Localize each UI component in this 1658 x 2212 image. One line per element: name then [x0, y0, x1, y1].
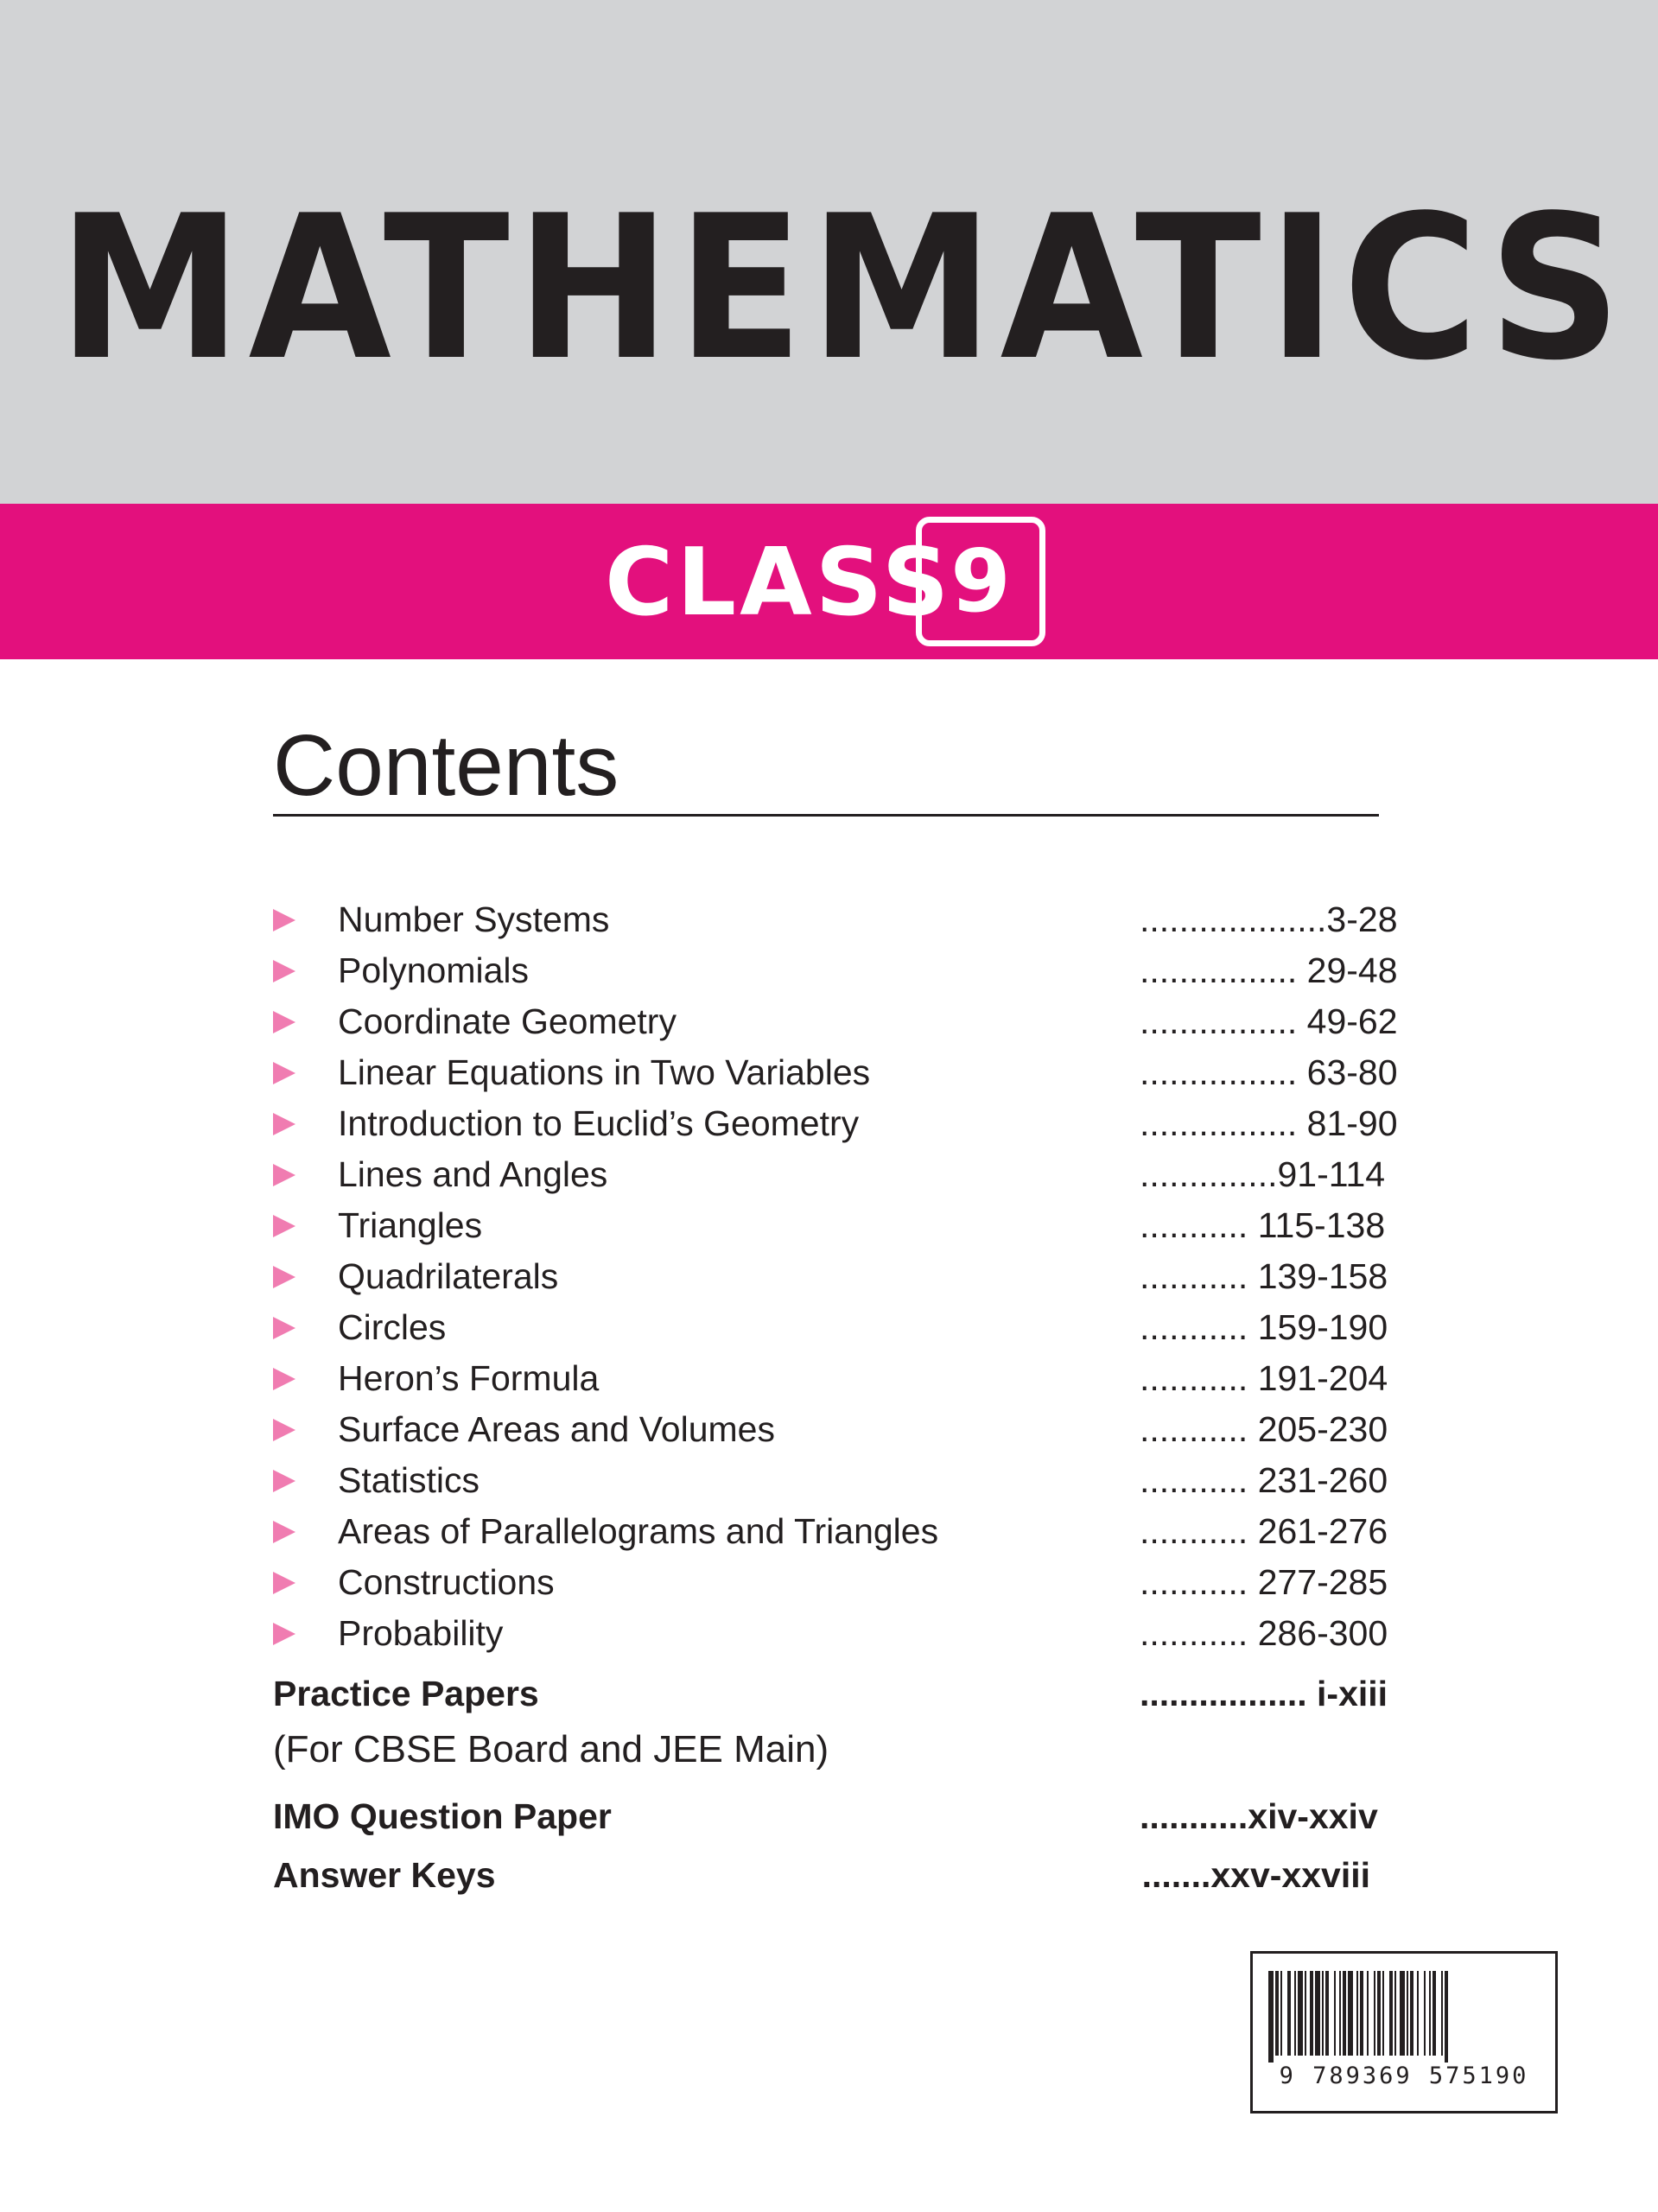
list-item [273, 1404, 1388, 1455]
triangle-bullet-icon [273, 1572, 295, 1594]
barcode-bar [1432, 1971, 1436, 2056]
chapter-pages: ........... 277-285 [1140, 1562, 1388, 1602]
chapter-title: Triangles [338, 1205, 483, 1245]
answer-keys-row [273, 1849, 1370, 1901]
chapter-pages: ........... 231-260 [1140, 1460, 1388, 1500]
barcode-bar [1268, 1971, 1274, 2063]
list-item [273, 1353, 1388, 1404]
triangle-bullet-icon [273, 1266, 295, 1288]
triangle-bullet-icon [273, 1623, 295, 1645]
chapter-title: Probability [338, 1613, 504, 1653]
chapter-title: Number Systems [338, 899, 610, 939]
barcode-bar [1305, 1971, 1306, 2056]
contents-heading: Contents [273, 717, 619, 814]
triangle-bullet-icon [273, 1368, 295, 1390]
answer-keys-title: Answer Keys [273, 1855, 496, 1895]
chapter-title: Surface Areas and Volumes [338, 1409, 775, 1449]
chapter-title: Linear Equations in Two Variables [338, 1052, 871, 1092]
list-item [273, 1200, 1386, 1251]
imo-paper-pages: ...........xiv-xxiv [1140, 1796, 1378, 1836]
chapter-pages: ................ 81-90 [1140, 1103, 1398, 1143]
chapter-pages: ................ 29-48 [1140, 950, 1398, 990]
barcode-bar [1294, 1971, 1296, 2056]
chapter-pages: ........... 159-190 [1140, 1307, 1388, 1347]
imo-paper-title: IMO Question Paper [273, 1796, 612, 1836]
list-item [273, 1149, 1386, 1200]
list-item [273, 1506, 1388, 1557]
chapter-pages: ........... 286-300 [1140, 1613, 1388, 1653]
barcode-bar [1394, 1971, 1396, 2056]
triangle-bullet-icon [273, 909, 295, 931]
barcode-digits: 9 789369 575190 [1279, 2063, 1529, 2089]
triangle-bullet-icon [273, 1164, 295, 1186]
barcode-bar [1322, 1971, 1324, 2056]
barcode-bar [1389, 1971, 1393, 2056]
list-item [273, 1047, 1398, 1098]
barcode-bar [1429, 1971, 1431, 2056]
chapter-pages: ........... 205-230 [1140, 1409, 1388, 1449]
list-item [273, 1251, 1388, 1302]
barcode-bar [1400, 1971, 1405, 2056]
chapter-title: Polynomials [338, 950, 530, 990]
chapter-pages: ........... 139-158 [1140, 1256, 1388, 1296]
class-label: CLASS [605, 529, 953, 637]
barcode-bars-icon [1268, 1971, 1545, 2063]
additional-sections [273, 1668, 1388, 1901]
triangle-bullet-icon [273, 960, 295, 982]
chapter-pages: ................ 63-80 [1140, 1052, 1398, 1092]
chapter-title: Heron’s Formula [338, 1358, 600, 1398]
list-item [273, 894, 1398, 945]
barcode-bar [1298, 1971, 1303, 2056]
chapter-title: Areas of Parallelograms and Triangles [338, 1511, 939, 1551]
barcode-bar [1343, 1971, 1346, 2056]
barcode-bar [1275, 1971, 1279, 2056]
contents-divider [273, 814, 1379, 817]
imo-paper-row [273, 1790, 1378, 1842]
practice-papers-title: Practice Papers [273, 1674, 539, 1713]
barcode-bar [1377, 1971, 1381, 2056]
table-of-contents [273, 894, 1398, 1659]
barcode-bar [1280, 1971, 1282, 2056]
triangle-bullet-icon [273, 1113, 295, 1135]
chapter-title: Statistics [338, 1460, 480, 1500]
book-title: MATHEMATICS [58, 174, 1629, 404]
barcode [1250, 1951, 1558, 2113]
chapter-title: Lines and Angles [338, 1154, 608, 1194]
barcode-bar [1360, 1971, 1363, 2056]
list-item [273, 945, 1398, 996]
barcode-bar [1424, 1971, 1426, 2056]
chapter-title: Constructions [338, 1562, 555, 1602]
list-item [273, 1608, 1388, 1659]
chapter-pages: ..............91-114 [1140, 1154, 1386, 1194]
barcode-bar [1374, 1971, 1375, 2056]
list-item [273, 1557, 1388, 1608]
list-item [273, 1302, 1388, 1353]
barcode-bar [1441, 1971, 1443, 2056]
triangle-bullet-icon [273, 1317, 295, 1339]
chapter-pages: ........... 261-276 [1140, 1511, 1388, 1551]
barcode-bar [1310, 1971, 1313, 2056]
list-item [273, 996, 1398, 1047]
chapter-pages: ...................3-28 [1140, 899, 1398, 939]
barcode-bar [1339, 1971, 1341, 2056]
practice-papers-pages: ................. i-xiii [1140, 1674, 1388, 1713]
chapter-pages: ........... 191-204 [1140, 1358, 1388, 1398]
barcode-bar [1315, 1971, 1320, 2056]
triangle-bullet-icon [273, 1062, 295, 1084]
barcode-bar [1287, 1971, 1291, 2056]
class-number-badge: 9 [916, 517, 1045, 646]
barcode-bar [1334, 1971, 1336, 2056]
chapter-pages: ................ 49-62 [1140, 1001, 1398, 1041]
chapter-pages: ........... 115-138 [1140, 1205, 1386, 1245]
list-item [273, 1098, 1398, 1149]
chapter-title: Coordinate Geometry [338, 1001, 677, 1041]
triangle-bullet-icon [273, 1521, 295, 1543]
barcode-bar [1445, 1971, 1448, 2063]
triangle-bullet-icon [273, 1419, 295, 1441]
triangle-bullet-icon [273, 1011, 295, 1033]
triangle-bullet-icon [273, 1470, 295, 1492]
barcode-bar [1367, 1971, 1369, 2056]
practice-papers-subtitle: (For CBSE Board and JEE Main) [273, 1728, 829, 1770]
triangle-bullet-icon [273, 1215, 295, 1237]
barcode-bar [1348, 1971, 1353, 2056]
barcode-bar [1417, 1971, 1419, 2056]
practice-papers-row [273, 1668, 1388, 1719]
barcode-bar [1356, 1971, 1358, 2056]
chapter-title: Introduction to Euclid’s Geometry [338, 1103, 860, 1143]
barcode-bar [1325, 1971, 1329, 2056]
list-item [273, 1455, 1388, 1506]
answer-keys-pages: .......xxv-xxviii [1141, 1855, 1370, 1895]
chapter-title: Circles [338, 1307, 447, 1347]
barcode-bar [1410, 1971, 1413, 2056]
chapter-title: Quadrilaterals [338, 1256, 559, 1296]
barcode-bar [1382, 1971, 1384, 2056]
barcode-bar [1407, 1971, 1408, 2056]
